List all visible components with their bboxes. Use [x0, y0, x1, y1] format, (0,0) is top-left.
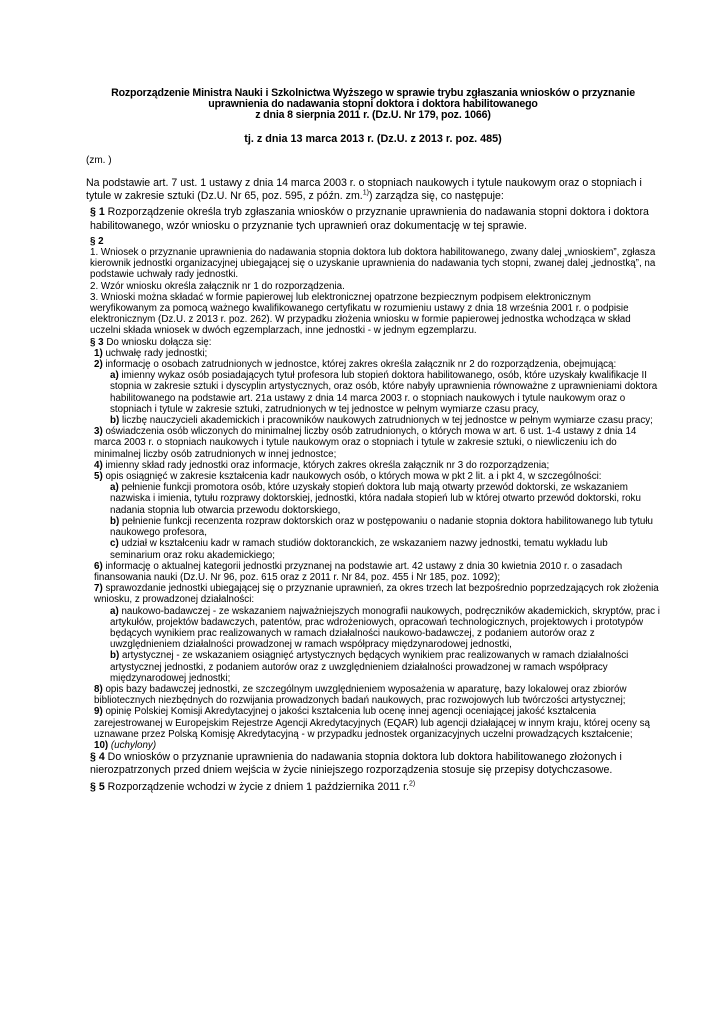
title-line-2: uprawnienia do nadawania stopni doktora i doktora habilitowanego: [208, 98, 538, 110]
list-item-text: naukowo-badawczej - ze wskazaniem najważniejszych monografii naukowych, podręczników akademickich, skryptów, prac i artykułów, projektów badawczych, patentów, prac wdrożeniowych, opracowań technologicznych, projektowych i prototypów będących wynikiem prac realizowanych w ramach działalności naukowo-badawczej, z podaniem autorów oraz z uwzględnieniem działalności prowadzonej w ramach współpracy międzynarodowej jednostki,: [110, 605, 660, 651]
list-item: [90, 684, 660, 706]
document-subtitle: tj. z dnia 13 marca 2013 r. (Dz.U. z 2013 r. poz. 485): [244, 133, 502, 145]
paragraph-4-label: § 4: [90, 751, 105, 764]
preamble-text: Na podstawie art. 7 ust. 1 ustawy z dnia 14 marca 2003 r. o stopniach naukowych i tytule naukowym oraz o stopniach i tytule w zakresie sztuki (Dz.U. Nr 65, poz. 595, z późn. zm.: [86, 177, 642, 203]
document-title: [86, 88, 660, 121]
list-item-label: a): [110, 482, 119, 494]
paragraph-4: [86, 751, 660, 777]
list-item-text: imienny skład rady jednostki oraz informacje, których zakres określa załącznik nr 3 do rozporządzenia;: [102, 459, 550, 471]
paragraph-3-intro-line: [90, 337, 660, 348]
paragraph-3-list: [90, 348, 660, 751]
list-item: [90, 471, 660, 482]
list-item: [90, 460, 660, 471]
paragraph-5-label: § 5: [90, 780, 105, 793]
list-subitem: [90, 538, 660, 560]
list-item: [90, 348, 660, 359]
list-subitem: [90, 650, 660, 684]
paragraph-2-item-3: 3. Wnioski można składać w formie papierowej lub elektronicznej opatrzone bezpiecznym podpisem elektronicznym weryfikowanym za pomocą ważnego kwalifikowanego certyfikatu w rozumieniu ustawy z dnia 18 września 2001 r. o podpisie elektronicznym (Dz.U. z 2013 r. poz. 262). W przypadku złożenia wniosku w formie papierowej jednostka wchodząca w skład uczelni składa wniosek w dwóch egzemplarzach, inne jednostki - w jednym egzemplarzu.: [90, 291, 631, 337]
preamble: [86, 177, 660, 203]
list-item-label: 9): [94, 706, 103, 718]
list-item-label: c): [110, 538, 119, 550]
list-item: [90, 426, 660, 460]
list-item-label: b): [110, 515, 120, 527]
list-item-text: opinię Polskiej Komisji Akredytacyjnej o jakości kształcenia lub ocenę innej agencji oceniającej jakość kształcenia zarejestrowanej w Europejskim Rejestrze Agencji Akredytacyjnych (EQAR) lub agencji działającej w innym kraju, której oceny są uznawane przez Polską Komisję Akredytacyjną - w przypadku jednostek organizacyjnych uczelni prowadzących kształcenie;: [94, 706, 650, 740]
list-item-text: sprawozdanie jednostki ubiegającej się o przyznanie uprawnień, za okres trzech lat bezpośrednio poprzedzających rok złożenia wniosku, z prowadzonej działalności:: [94, 583, 659, 606]
list-item-text: opis osiągnięć w zakresie kształcenia kadr naukowych osób, o których mowa w pkt 2 lit. a i pkt 4, w szczególności:: [102, 471, 602, 483]
paragraph-2: [86, 236, 660, 337]
paragraph-4-text: Do wniosków o przyznanie uprawnienia do nadawania stopnia doktora lub doktora habilitowanego złożonych i nierozpatrzonych przed dniem wejścia w życie niniejszego rozporządzenia stosuje się przepisy dotychczasowe.: [90, 751, 622, 777]
paragraph-2-item-1: 1. Wniosek o przyznanie uprawnienia do nadawania stopnia doktora lub doktora habilitowanego, zwany dalej „wnioskiem”, zgłasza kierownik jednostki organizacyjnej ubiegającej się o uzyskanie uprawnienia do nadawania tych stopni, zwanej dalej „jednostką”, na podstawie uchwały rady jednostki.: [90, 247, 656, 281]
list-item-text: artystycznej - ze wskazaniem osiągnięć artystycznych będących wynikiem prac realizowanych w ramach działalności artystycznej jednostki, z podaniem autorów oraz z uwzględnieniem działalności prowadzonej w ramach współpracy międzynarodowej jednostki;: [110, 650, 629, 684]
list-item-text: informację o aktualnej kategorii jednostki przyznanej na podstawie art. 42 ustawy z dnia 30 kwietnia 2010 r. o zasadach finansowania nauki (Dz.U. Nr 96, poz. 615 oraz z 2011 r. Nr 84, poz. 455 i Nr 185, poz. 1092);: [94, 560, 623, 583]
list-item: [90, 561, 660, 583]
list-item-label: 1): [94, 347, 103, 359]
list-item-label: 3): [94, 426, 103, 438]
title-line-3: z dnia 8 sierpnia 2011 r. (Dz.U. Nr 179, poz. 1066): [255, 109, 491, 121]
footnote-2-ref: 2): [408, 780, 416, 788]
list-item-text: imienny wykaz osób posiadających tytuł profesora lub stopień doktora habilitowanego, osób, które uzyskały kwalifikacje II stopnia w zakresie sztuki i dyscyplin artystycznych, oraz osób, które nabyły uprawnienia równoważne z uprawnieniami doktora habilitowanego na podstawie art. 21a ustawy z dnia 14 marca 2003 r. o stopniach naukowych i tytule naukowym oraz o stopniach i tytule w zakresie sztuki, zatrudnionych w tej jednostce w pełnym wymiarze czasu pracy,: [110, 370, 658, 415]
list-item: [90, 740, 660, 751]
paragraph-3-intro: Do wniosku dołącza się:: [103, 336, 212, 348]
list-item-label: 7): [94, 583, 103, 595]
paragraph-2-item-2: 2. Wzór wniosku określa załącznik nr 1 do rozporządzenia.: [90, 280, 345, 292]
list-item-text: liczbę nauczycieli akademickich i pracowników naukowych zatrudnionych w tej jednostce w pełnym wymiarze czasu pracy;: [119, 415, 653, 427]
list-item-text: pełnienie funkcji promotora osób, które uzyskały stopień doktora lub mają otwarty przewód doktorski, ze wskazaniem nazwiska i imienia, tytułu rozprawy doktorskiej, jednostki, która nadała stopień lub w której otwarto przewód doktorski, roku nadania stopnia lub otwarcia przewodu doktorskiego,: [110, 482, 641, 516]
preamble-end: ) zarządza się, co następuje:: [368, 190, 504, 203]
list-item-label: 4): [94, 459, 103, 471]
list-item-text: udział w kształceniu kadr w ramach studiów doktoranckich, ze wskazaniem nazwy jednostki, tematu wykładu lub seminarium oraz roku akademickiego;: [110, 538, 608, 561]
list-item-label: 5): [94, 471, 103, 483]
list-item-label: 8): [94, 683, 103, 695]
list-item-text: oświadczenia osób wliczonych do minimalnej liczby osób zatrudnionych, o których mowa w art. 6 ust. 1-4 ustawy z dnia 14 marca 2003 r. o stopniach naukowych i tytule naukowym oraz o stopniach i tytule w zakresie sztuki, o niewliczeniu ich do minimalnej liczby osób zatrudnionych w innej jednostce;: [94, 426, 637, 460]
amendments-note: (zm. ): [86, 155, 112, 166]
list-item-label: 6): [94, 560, 103, 572]
list-item-label: a): [110, 605, 119, 617]
list-item-label: b): [110, 415, 120, 427]
paragraph-1-text: Rozporządzenie określa tryb zgłaszania wniosków o przyznanie uprawnienia do nadawania stopni doktora i doktora habilitowanego, wzór wniosku o przyznanie tych uprawnień oraz dokumentację w tej sprawie.: [90, 206, 649, 232]
paragraph-1-label: § 1: [90, 206, 105, 219]
title-line-1: Rozporządzenie Ministra Nauki i Szkolnictwa Wyższego w sprawie trybu zgłaszania wniosków o przyznanie: [111, 87, 635, 99]
list-item-text: (uchylony): [108, 739, 157, 751]
paragraph-5: [86, 781, 660, 794]
list-subitem: [90, 415, 660, 426]
list-item: [90, 706, 660, 740]
list-subitem: [90, 516, 660, 538]
list-item-label: b): [110, 650, 120, 662]
list-item-label: 2): [94, 359, 103, 371]
paragraph-5-text: Rozporządzenie wchodzi w życie z dniem 1 października 2011 r.: [104, 780, 409, 793]
list-item-label: 10): [94, 739, 109, 751]
paragraph-3: [86, 337, 660, 752]
list-item-text: informację o osobach zatrudnionych w jednostce, której zakres określa załącznik nr 2 do rozporządzenia, obejmującą:: [102, 359, 617, 371]
list-subitem: [90, 482, 660, 516]
paragraph-3-label: § 3: [90, 336, 104, 348]
list-item-label: a): [110, 370, 119, 382]
list-subitem: [90, 606, 660, 651]
list-item-text: opis bazy badawczej jednostki, ze szczególnym uwzględnieniem wyposażenia w aparaturę, bazy lokalowej oraz zbiorów bibliotecznych niezbędnych do rozwijania prowadzonych badań naukowych, prac rozwojowych lub twórczości artystycznej;: [94, 683, 627, 707]
list-item-text: uchwałę rady jednostki;: [102, 347, 208, 359]
footnote-1-ref: 1): [362, 189, 369, 197]
list-item: [90, 583, 660, 605]
list-item-text: pełnienie funkcji recenzenta rozpraw doktorskich oraz w postępowaniu o nadanie stopnia doktora habilitowanego lub tytułu naukowego profesora,: [110, 515, 653, 539]
list-subitem: [90, 370, 660, 415]
list-item: [90, 359, 660, 370]
paragraph-2-label: § 2: [90, 235, 104, 247]
paragraph-1: [86, 206, 660, 232]
